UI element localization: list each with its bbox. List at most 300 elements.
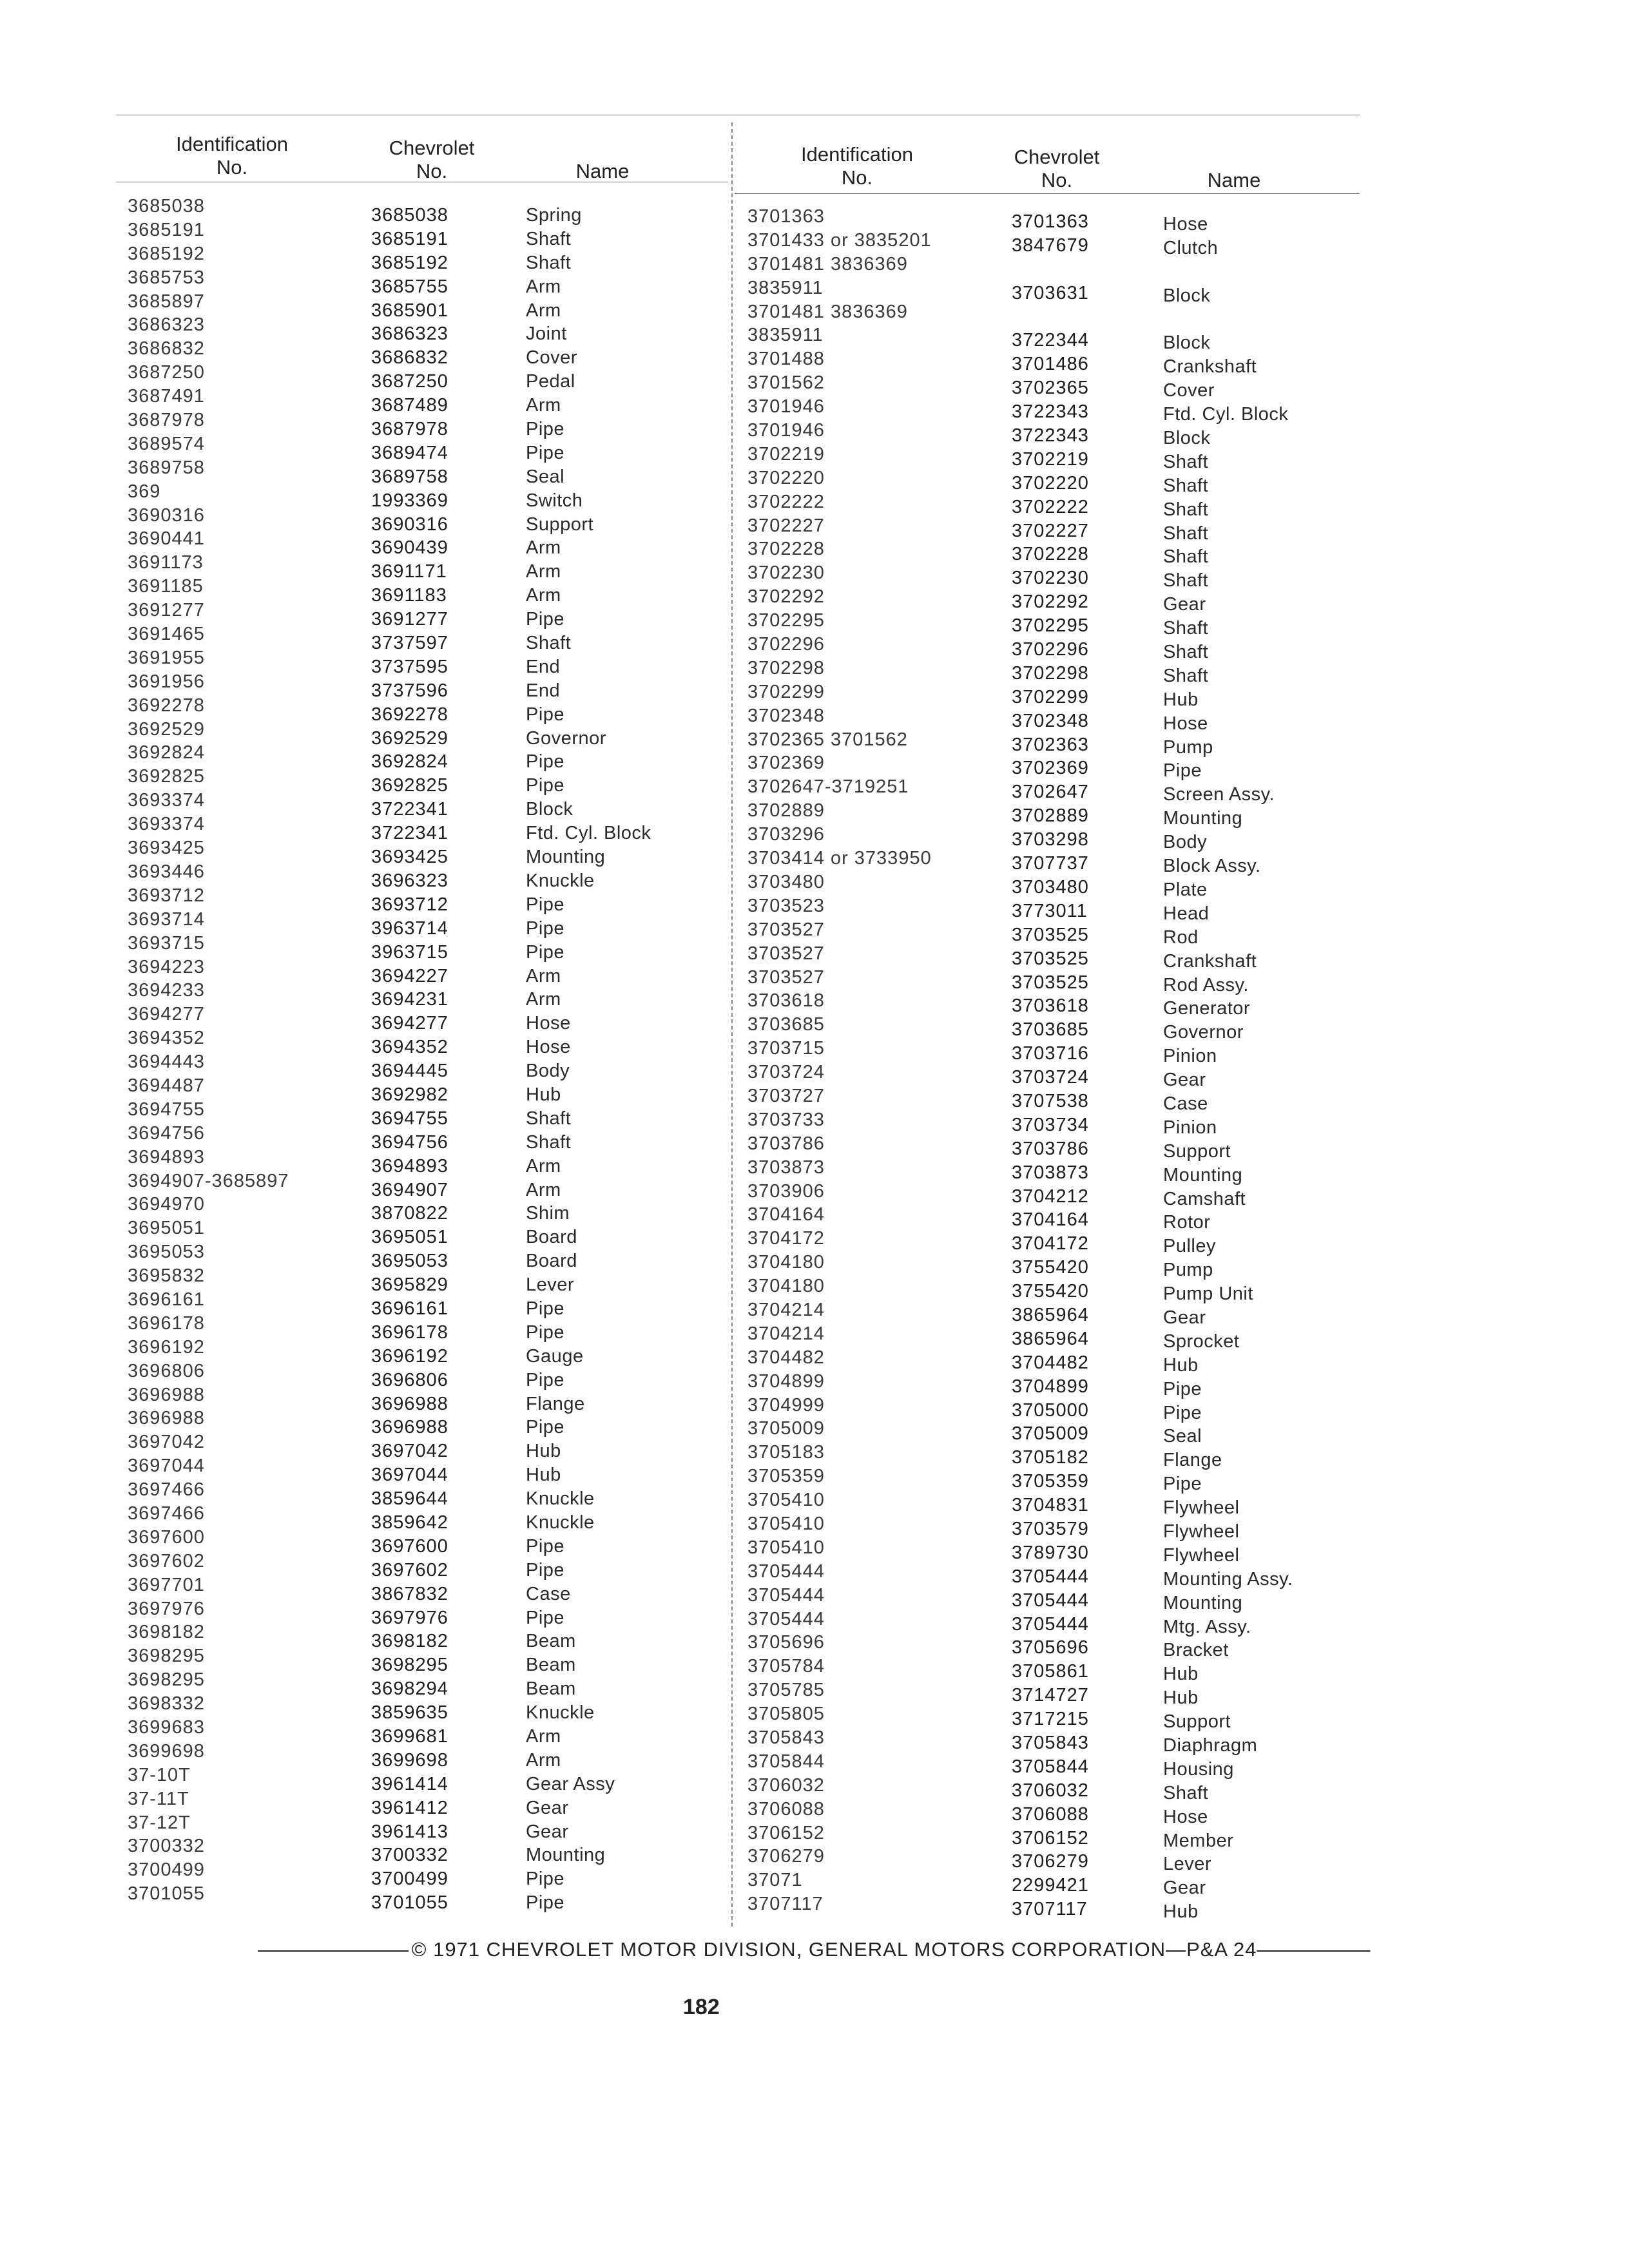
chev-header-line2: No. xyxy=(1041,169,1073,191)
chevrolet-no-cell: 3722341 xyxy=(371,823,448,844)
part-name-cell: Crankshaft xyxy=(1163,356,1257,378)
chevrolet-no-cell: 3687250 xyxy=(371,371,448,392)
identification-no-cell: 3701488 xyxy=(747,349,825,370)
identification-no-cell: 3702296 xyxy=(747,634,825,655)
chevrolet-no-cell: 3692825 xyxy=(371,775,448,796)
identification-no-cell: 3701055 xyxy=(128,1883,205,1905)
chevrolet-no-cell: 3722341 xyxy=(371,799,448,820)
chevrolet-no-cell: 3702295 xyxy=(1012,615,1089,637)
identification-no-cell: 3703527 xyxy=(747,943,825,964)
right-ident-header xyxy=(767,143,947,189)
identification-no-cell: 3698295 xyxy=(128,1669,205,1691)
chevrolet-no-cell: 3867832 xyxy=(371,1583,448,1604)
left-ident-header xyxy=(148,133,316,179)
chevrolet-no-cell: 3703786 xyxy=(1012,1138,1089,1159)
part-name-cell: Seal xyxy=(1163,1426,1202,1447)
chevrolet-no-cell: 3705444 xyxy=(1012,1613,1089,1635)
chevrolet-no-cell: 3705444 xyxy=(1012,1566,1089,1587)
identification-no-cell: 3696178 xyxy=(128,1312,205,1334)
part-name-cell: Beam xyxy=(526,1678,576,1700)
chevrolet-no-cell: 3685901 xyxy=(371,300,448,321)
part-name-cell: Governor xyxy=(526,727,606,749)
chevrolet-no-cell: 3703724 xyxy=(1012,1067,1089,1088)
chevrolet-no-cell: 3692824 xyxy=(371,751,448,773)
identification-no-cell: 3705410 xyxy=(747,1513,825,1534)
identification-no-cell: 3694277 xyxy=(128,1004,205,1025)
part-name-cell: Block xyxy=(526,799,574,820)
right-name-column xyxy=(1163,213,1293,1924)
part-name-cell: Block xyxy=(1163,332,1211,354)
chevrolet-no-cell: 3704899 xyxy=(1012,1376,1089,1397)
chevrolet-no-cell: 3702348 xyxy=(1012,710,1089,731)
identification-no-cell: 3701946 xyxy=(747,420,825,441)
chevrolet-no-cell: 3865964 xyxy=(1012,1328,1089,1349)
identification-no-cell: 3691465 xyxy=(128,624,205,645)
right-chev-header xyxy=(986,146,1128,192)
part-name-cell: Shaft xyxy=(1163,475,1209,496)
identification-no-cell: 3705805 xyxy=(747,1704,825,1725)
part-name-cell: Lever xyxy=(1163,1854,1212,1875)
chevrolet-no-cell: 3706152 xyxy=(1012,1827,1089,1849)
identification-no-cell: 3705844 xyxy=(747,1751,825,1772)
part-name-cell: Mounting Assy. xyxy=(1163,1568,1293,1590)
part-name-cell: Camshaft xyxy=(1163,1188,1246,1209)
chevrolet-no-cell: 3694893 xyxy=(371,1155,448,1177)
footer-leading-rule: ———————— xyxy=(258,1938,412,1961)
identification-no-cell: 3706032 xyxy=(747,1774,825,1796)
chevrolet-no-cell: 3704172 xyxy=(1012,1233,1089,1254)
chev-header-line1: Chevrolet xyxy=(389,137,475,159)
part-name-cell: Arm xyxy=(526,300,561,321)
chevrolet-no-cell: 3689474 xyxy=(371,442,448,463)
identification-no-cell: 3705444 xyxy=(747,1608,825,1629)
identification-no-cell: 3699683 xyxy=(128,1717,205,1738)
identification-no-cell: 3696192 xyxy=(128,1336,205,1358)
part-name-cell: End xyxy=(526,656,561,677)
chevrolet-no-cell: 3692529 xyxy=(371,727,448,749)
part-name-cell: Pipe xyxy=(1163,1474,1202,1495)
part-name-cell: Hub xyxy=(1163,1354,1199,1376)
chevrolet-no-cell: 3705000 xyxy=(1012,1399,1089,1421)
identification-no-cell: 3697600 xyxy=(128,1526,205,1548)
chevrolet-no-cell: 3755420 xyxy=(1012,1257,1089,1278)
identification-no-cell: 3701946 xyxy=(747,396,825,418)
identification-no-cell: 3705359 xyxy=(747,1466,825,1487)
part-name-cell: Shaft xyxy=(526,228,572,249)
chevrolet-no-cell: 3755420 xyxy=(1012,1281,1089,1302)
chevrolet-no-cell: 3693712 xyxy=(371,894,448,915)
identification-no-cell: 3705696 xyxy=(747,1632,825,1653)
identification-no-cell: 3698332 xyxy=(128,1693,205,1715)
name-header: Name xyxy=(1207,169,1261,191)
identification-no-cell: 3692825 xyxy=(128,766,205,787)
chevrolet-no-cell: 3701363 xyxy=(1012,211,1089,232)
identification-no-cell: 3703906 xyxy=(747,1180,825,1202)
part-name-cell: Shim xyxy=(526,1203,570,1224)
part-name-cell: Gear xyxy=(1163,1878,1206,1899)
chev-header-line2: No. xyxy=(416,160,448,182)
identification-no-cell: 37-11T xyxy=(128,1788,189,1809)
part-name-cell: Mounting xyxy=(1163,1592,1243,1613)
chevrolet-no-cell: 3693425 xyxy=(371,847,448,868)
chevrolet-no-cell: 3702365 xyxy=(1012,378,1089,399)
identification-no-cell: 3697976 xyxy=(128,1598,205,1619)
identification-no-cell: 3695053 xyxy=(128,1242,205,1263)
identification-no-cell: 3702219 xyxy=(747,443,825,465)
part-name-cell: Rotor xyxy=(1163,1212,1211,1233)
identification-no-cell: 37071 xyxy=(747,1870,803,1891)
part-name-cell: Pipe xyxy=(526,419,565,440)
part-name-cell: Cover xyxy=(1163,380,1215,401)
part-name-cell: Head xyxy=(1163,903,1210,924)
part-name-cell: Screen Assy. xyxy=(1163,784,1275,805)
identification-no-cell: 3691185 xyxy=(128,576,204,597)
part-name-cell: Gear xyxy=(1163,1307,1206,1328)
identification-no-cell: 3693374 xyxy=(128,814,205,835)
chevrolet-no-cell: 3702298 xyxy=(1012,662,1089,684)
identification-no-cell: 3702222 xyxy=(747,491,825,512)
chevrolet-no-cell: 3698182 xyxy=(371,1631,448,1652)
chevrolet-no-cell xyxy=(1012,258,1089,282)
identification-no-cell: 3702369 xyxy=(747,753,825,774)
chevrolet-no-cell: 3703480 xyxy=(1012,876,1089,898)
left-identification-column xyxy=(128,195,289,1906)
identification-no-cell: 3703296 xyxy=(747,824,825,845)
chevrolet-no-cell: 3737595 xyxy=(371,656,448,677)
identification-no-cell: 3689574 xyxy=(128,433,205,454)
part-name-cell: Rod Assy. xyxy=(1163,974,1249,995)
identification-no-cell: 3690316 xyxy=(128,505,205,526)
part-name-cell: Pipe xyxy=(526,1607,565,1628)
part-name-cell: Support xyxy=(526,514,594,535)
part-name-cell: Arm xyxy=(526,1155,561,1177)
identification-no-cell: 3694755 xyxy=(128,1099,205,1120)
part-name-cell: Hub xyxy=(1163,689,1199,710)
chevrolet-no-cell: 3703525 xyxy=(1012,924,1089,945)
part-name-cell: Arm xyxy=(526,395,561,416)
chevrolet-no-cell: 3697602 xyxy=(371,1559,448,1581)
part-name-cell: Housing xyxy=(1163,1758,1234,1780)
chevrolet-no-cell: 3722344 xyxy=(1012,330,1089,351)
identification-no-cell: 3694907-3685897 xyxy=(128,1170,289,1191)
part-name-cell: Hub xyxy=(526,1084,561,1105)
part-name-cell: Pipe xyxy=(526,1417,565,1438)
part-name-cell: Support xyxy=(1163,1140,1231,1162)
chevrolet-no-cell: 3702228 xyxy=(1012,544,1089,565)
chevrolet-no-cell: 3722343 xyxy=(1012,425,1089,447)
part-name-cell: Arm xyxy=(526,537,561,559)
chevrolet-no-cell: 3700499 xyxy=(371,1869,448,1890)
part-name-cell: Arm xyxy=(526,585,561,606)
chevrolet-no-cell: 3859635 xyxy=(371,1702,448,1724)
part-name-cell: Pipe xyxy=(526,1321,565,1343)
chevrolet-no-cell: 3686323 xyxy=(371,323,448,345)
chevrolet-no-cell: 3706088 xyxy=(1012,1803,1089,1825)
identification-no-cell: 3703523 xyxy=(747,895,825,916)
identification-no-cell: 3706088 xyxy=(747,1798,825,1820)
part-name-cell: Pipe xyxy=(526,941,565,963)
chevrolet-no-cell: 3695053 xyxy=(371,1251,448,1272)
right-name-header xyxy=(1186,169,1282,192)
part-name-cell: Hub xyxy=(1163,1901,1199,1923)
part-name-cell: Knuckle xyxy=(526,1512,595,1533)
chevrolet-no-cell: 3705182 xyxy=(1012,1447,1089,1468)
part-name-cell: Shaft xyxy=(1163,1782,1209,1803)
part-name-cell: Block Assy. xyxy=(1163,856,1261,877)
part-name-cell: Joint xyxy=(526,323,567,345)
identification-no-cell: 3686832 xyxy=(128,338,205,360)
chevrolet-no-cell: 3705444 xyxy=(1012,1590,1089,1611)
identification-no-cell: 3702228 xyxy=(747,539,825,560)
identification-no-cell: 3693715 xyxy=(128,932,205,954)
chevrolet-no-cell: 3694756 xyxy=(371,1131,448,1153)
chevrolet-no-cell: 3722343 xyxy=(1012,401,1089,423)
identification-no-cell: 3835911 xyxy=(747,277,824,298)
chevrolet-no-cell: 3694907 xyxy=(371,1179,448,1200)
identification-no-cell: 3698295 xyxy=(128,1646,205,1667)
identification-no-cell: 3703715 xyxy=(747,1038,825,1059)
identification-no-cell: 3705410 xyxy=(747,1490,825,1511)
identification-no-cell: 3705183 xyxy=(747,1442,825,1463)
identification-no-cell: 3704214 xyxy=(747,1299,825,1320)
part-name-cell: Shaft xyxy=(526,633,572,654)
chevrolet-no-cell: 3700332 xyxy=(371,1845,448,1866)
identification-no-cell: 3702889 xyxy=(747,800,825,822)
part-name-cell: Gear xyxy=(1163,594,1206,615)
identification-no-cell: 3705410 xyxy=(747,1537,825,1558)
identification-no-cell: 37-10T xyxy=(128,1764,191,1785)
identification-no-cell: 3704899 xyxy=(747,1370,825,1392)
right-identification-column xyxy=(747,205,932,1916)
identification-no-cell: 3694223 xyxy=(128,956,205,977)
identification-no-cell: 3704180 xyxy=(747,1276,825,1297)
identification-no-cell: 3705785 xyxy=(747,1680,825,1701)
identification-no-cell: 3704482 xyxy=(747,1347,825,1368)
identification-no-cell: 3695051 xyxy=(128,1218,205,1239)
chevrolet-no-cell: 3703525 xyxy=(1012,972,1089,993)
chevrolet-no-cell: 3703716 xyxy=(1012,1043,1089,1064)
identification-no-cell: 3693712 xyxy=(128,885,205,906)
part-name-cell: Switch xyxy=(526,490,583,511)
chevrolet-no-cell: 3859644 xyxy=(371,1488,448,1510)
chevrolet-no-cell: 3686832 xyxy=(371,347,448,369)
footer-trailing-rule: —————— xyxy=(1257,1938,1369,1961)
chevrolet-no-cell: 3847679 xyxy=(1012,235,1089,256)
part-name-cell: Rod xyxy=(1163,927,1199,948)
chevrolet-no-cell: 3870822 xyxy=(371,1203,448,1224)
identification-no-cell: 3685038 xyxy=(128,196,205,216)
chevrolet-no-cell: 3789730 xyxy=(1012,1542,1089,1563)
left-chev-header xyxy=(361,137,503,183)
chevrolet-no-cell: 3702230 xyxy=(1012,568,1089,589)
chevrolet-no-cell: 3696178 xyxy=(371,1321,448,1343)
chevrolet-no-cell: 3702647 xyxy=(1012,782,1089,803)
identification-no-cell: 3703727 xyxy=(747,1085,825,1106)
chevrolet-no-cell: 3702369 xyxy=(1012,758,1089,779)
chevrolet-no-cell: 3963714 xyxy=(371,918,448,939)
part-name-cell: Flywheel xyxy=(1163,1497,1240,1519)
part-name-cell: Shaft xyxy=(1163,665,1209,686)
chevrolet-no-cell: 3689758 xyxy=(371,466,448,487)
part-name-cell: Sprocket xyxy=(1163,1331,1240,1352)
chevrolet-no-cell: 3696323 xyxy=(371,870,448,891)
chevrolet-no-cell: 3705359 xyxy=(1012,1471,1089,1492)
part-name-cell: Mounting xyxy=(1163,808,1243,829)
chevrolet-no-cell: 3702889 xyxy=(1012,805,1089,827)
identification-no-cell: 3703733 xyxy=(747,1109,825,1130)
chevrolet-no-cell: 3701055 xyxy=(371,1892,448,1914)
part-name-cell: Shaft xyxy=(1163,499,1209,520)
part-name-cell: Shaft xyxy=(1163,570,1209,591)
identification-no-cell: 3706279 xyxy=(747,1846,825,1867)
part-name-cell: Pulley xyxy=(1163,1236,1216,1257)
identification-no-cell: 3694893 xyxy=(128,1146,205,1168)
part-name-cell: Crankshaft xyxy=(1163,950,1257,972)
chevrolet-no-cell xyxy=(1012,305,1089,329)
part-name-cell: Pump xyxy=(1163,736,1213,758)
identification-no-cell: 369 xyxy=(128,481,161,502)
part-name-cell: Block xyxy=(1163,285,1211,306)
identification-no-cell: 3707117 xyxy=(747,1894,824,1915)
part-name-cell: Pump Unit xyxy=(1163,1283,1253,1305)
chevrolet-no-cell: 3696161 xyxy=(371,1298,448,1319)
identification-no-cell: 3690441 xyxy=(128,528,205,550)
chevrolet-no-cell: 3963715 xyxy=(371,941,448,963)
chevrolet-no-cell: 3961413 xyxy=(371,1821,448,1842)
part-name-cell: Shaft xyxy=(526,252,572,273)
chevrolet-no-cell: 3704482 xyxy=(1012,1352,1089,1373)
chevrolet-no-cell: 3697600 xyxy=(371,1535,448,1557)
left-name-column xyxy=(526,204,651,1915)
part-name-cell: Hub xyxy=(526,1465,561,1486)
part-name-cell: Board xyxy=(526,1251,577,1272)
identification-no-cell: 3693446 xyxy=(128,861,205,882)
chevrolet-no-cell: 3737596 xyxy=(371,680,448,701)
chevrolet-no-cell: 3694227 xyxy=(371,965,448,986)
identification-no-cell: 3702220 xyxy=(747,467,825,488)
chevrolet-no-cell: 3694445 xyxy=(371,1061,448,1082)
identification-no-cell: 3703527 xyxy=(747,966,825,988)
identification-no-cell: 3700332 xyxy=(128,1836,205,1857)
part-name-cell: Pipe xyxy=(526,894,565,915)
chevrolet-no-cell: 3702222 xyxy=(1012,496,1089,517)
chevrolet-no-cell: 3691183 xyxy=(371,585,447,606)
part-name-cell: Gauge xyxy=(526,1345,584,1367)
identification-no-cell: 3701433 or 3835201 xyxy=(747,229,932,251)
part-name-cell: Shaft xyxy=(1163,618,1209,639)
part-name-cell: Hose xyxy=(1163,214,1208,235)
identification-no-cell: 3702298 xyxy=(747,657,825,678)
part-name-cell: Arm xyxy=(526,276,561,297)
chevrolet-no-cell: 3703298 xyxy=(1012,829,1089,850)
chevrolet-no-cell: 3690439 xyxy=(371,537,448,559)
part-name-cell: Pipe xyxy=(526,704,565,725)
identification-no-cell: 3693374 xyxy=(128,790,205,811)
part-name-cell: Pipe xyxy=(526,1369,565,1390)
page-number: 182 xyxy=(683,1995,720,2019)
part-name-cell: Pipe xyxy=(526,1535,565,1557)
identification-no-cell: 3691173 xyxy=(128,552,204,573)
part-name-cell: Gear xyxy=(526,1797,569,1818)
chevrolet-no-cell: 3697976 xyxy=(371,1607,448,1628)
part-name-cell: Hub xyxy=(526,1441,561,1462)
part-name-cell: Gear xyxy=(1163,1070,1206,1091)
part-name-cell: Gear xyxy=(526,1821,569,1842)
chevrolet-no-cell: 3706032 xyxy=(1012,1780,1089,1801)
part-name-cell: Shaft xyxy=(1163,546,1209,568)
part-name-cell: Bracket xyxy=(1163,1640,1229,1661)
part-name-cell: Beam xyxy=(526,1631,576,1652)
chevrolet-no-cell: 3685755 xyxy=(371,276,448,297)
part-name-cell: Flywheel xyxy=(1163,1544,1240,1566)
identification-no-cell: 3694756 xyxy=(128,1122,205,1144)
chevrolet-no-cell: 3703618 xyxy=(1012,995,1089,1017)
part-name-cell: Shaft xyxy=(526,1131,572,1153)
ident-header-line1: Identification xyxy=(175,133,289,155)
chevrolet-no-cell: 3703631 xyxy=(1012,282,1089,303)
identification-no-cell: 3697044 xyxy=(128,1456,205,1477)
chevrolet-no-cell: 3692278 xyxy=(371,704,448,725)
chevrolet-no-cell: 3702363 xyxy=(1012,734,1089,755)
header-underline-right xyxy=(735,193,1360,194)
part-name-cell: Hub xyxy=(1163,1664,1199,1685)
right-chevrolet-column xyxy=(1012,210,1089,1921)
identification-no-cell: 3704172 xyxy=(747,1228,825,1249)
chevrolet-no-cell: 3685038 xyxy=(371,205,448,226)
chevrolet-no-cell: 3702219 xyxy=(1012,448,1089,470)
identification-no-cell: 3687491 xyxy=(128,386,205,407)
chevrolet-no-cell: 3703685 xyxy=(1012,1019,1089,1041)
chevrolet-no-cell: 3695829 xyxy=(371,1274,448,1296)
identification-no-cell: 3701481 3836369 xyxy=(747,253,908,274)
identification-no-cell: 3695832 xyxy=(128,1265,205,1287)
identification-no-cell: 3687978 xyxy=(128,410,205,431)
part-name-cell: Arm xyxy=(526,1179,561,1200)
identification-no-cell: 3702647-3719251 xyxy=(747,776,909,798)
identification-no-cell: 3704999 xyxy=(747,1394,825,1416)
identification-no-cell: 3694352 xyxy=(128,1028,205,1049)
chevrolet-no-cell: 3704164 xyxy=(1012,1209,1089,1231)
identification-no-cell: 3702230 xyxy=(747,562,825,584)
part-name-cell: Shaft xyxy=(1163,451,1209,472)
part-name-cell: Mounting xyxy=(526,1845,606,1866)
part-name-cell: Pipe xyxy=(1163,1402,1202,1423)
identification-no-cell: 3691955 xyxy=(128,647,205,668)
identification-no-cell: 3697466 xyxy=(128,1479,205,1501)
chevrolet-no-cell: 3687489 xyxy=(371,395,448,416)
part-name-cell: Flange xyxy=(1163,1450,1222,1471)
identification-no-cell: 3685191 xyxy=(128,219,205,240)
chevrolet-no-cell: 3687978 xyxy=(371,419,448,440)
part-name-cell: Ftd. Cyl. Block xyxy=(1163,404,1289,425)
part-name-cell: Governor xyxy=(1163,1022,1244,1043)
left-name-header xyxy=(554,160,651,183)
part-name-cell: Plate xyxy=(1163,879,1208,900)
identification-no-cell: 3698182 xyxy=(128,1622,205,1643)
part-name-cell: Mounting xyxy=(526,847,606,868)
chevrolet-no-cell: 3961414 xyxy=(371,1773,448,1794)
chevrolet-no-cell: 3707117 xyxy=(1012,1899,1088,1920)
identification-no-cell: 3692529 xyxy=(128,718,205,740)
chevrolet-no-cell: 3694277 xyxy=(371,1013,448,1034)
chevrolet-no-cell: 3859642 xyxy=(371,1512,448,1533)
chevrolet-no-cell: 3707737 xyxy=(1012,853,1089,874)
part-name-cell: Pipe xyxy=(526,1869,565,1890)
chevrolet-no-cell: 3737597 xyxy=(371,633,448,654)
name-header: Name xyxy=(575,160,630,182)
chevrolet-no-cell: 3694352 xyxy=(371,1037,448,1058)
identification-no-cell: 3689758 xyxy=(128,457,205,478)
